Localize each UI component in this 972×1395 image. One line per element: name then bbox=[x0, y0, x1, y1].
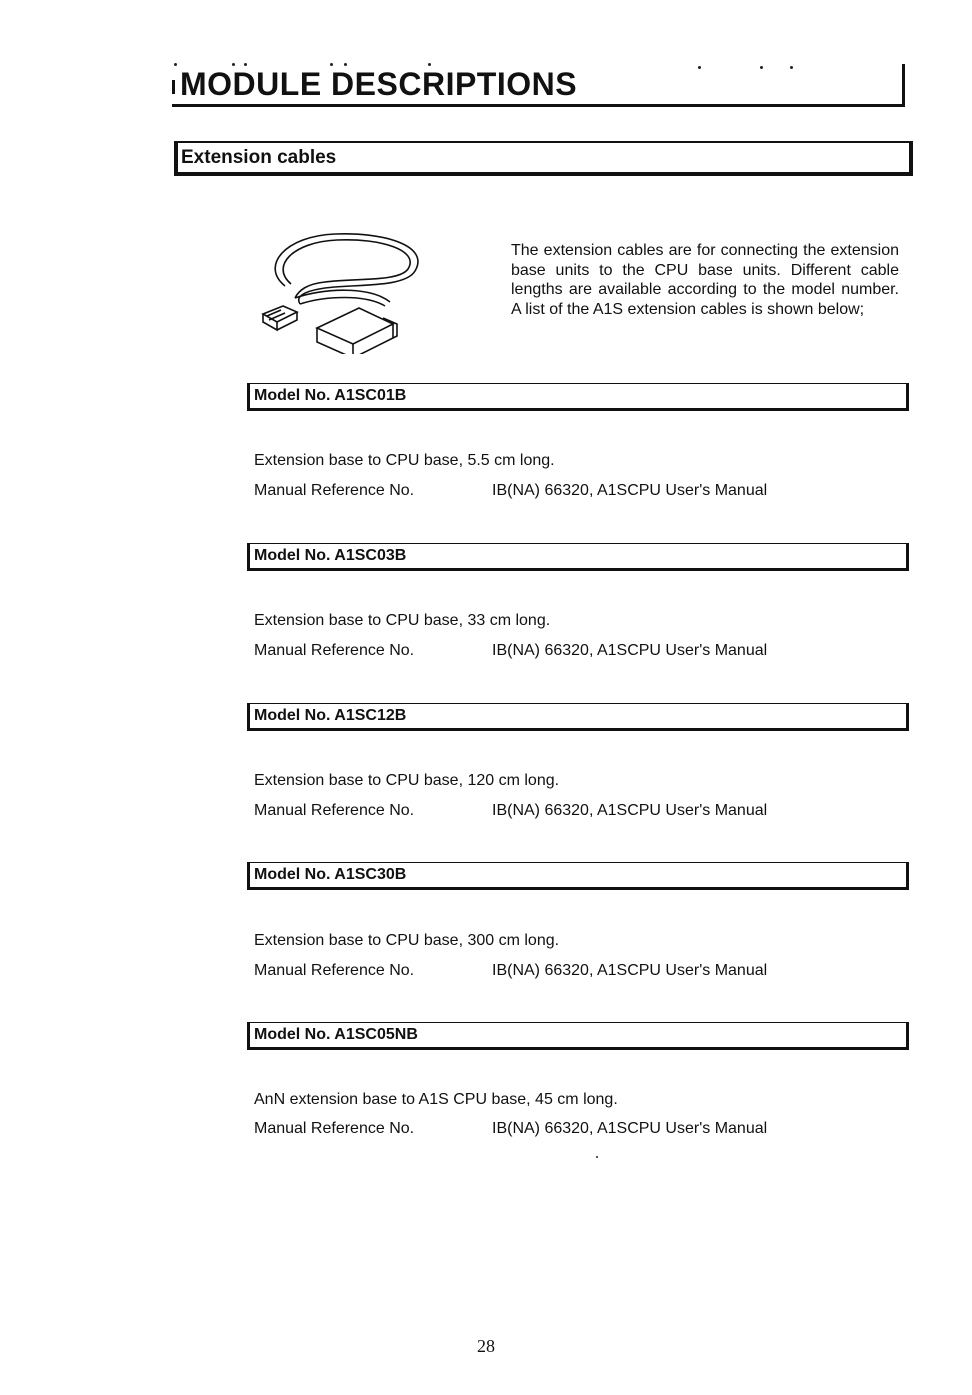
model-header bbox=[247, 543, 909, 571]
model-title: Model No. A1SC01B bbox=[254, 387, 407, 404]
manual-ref-label: Manual Reference No. bbox=[254, 802, 415, 819]
model-header bbox=[247, 1022, 909, 1050]
intro-paragraph: The extension cables are for connecting the extension base units to the CPU base units. Different cable lengths are available according to the model number. A list of the A1S extension cables is shown below; bbox=[511, 242, 899, 318]
model-description: Extension base to CPU base, 300 cm long. bbox=[254, 932, 560, 949]
page-title: MODULE DESCRIPTIONS bbox=[180, 66, 578, 102]
scan-speck bbox=[596, 1156, 598, 1158]
page-number: 28 bbox=[477, 1336, 495, 1356]
model-title: Model No. A1SC30B bbox=[254, 866, 407, 883]
model-title: Model No. A1SC12B bbox=[254, 707, 407, 724]
manual-ref-value: IB(NA) 66320, A1SCPU User's Manual bbox=[492, 802, 768, 819]
scan-speck bbox=[790, 66, 793, 69]
model-header bbox=[247, 862, 909, 890]
model-header bbox=[247, 703, 909, 731]
model-description: Extension base to CPU base, 33 cm long. bbox=[254, 612, 551, 629]
manual-ref-value: IB(NA) 66320, A1SCPU User's Manual bbox=[492, 962, 768, 979]
manual-ref-label: Manual Reference No. bbox=[254, 482, 415, 499]
model-header bbox=[247, 383, 909, 411]
manual-ref-value: IB(NA) 66320, A1SCPU User's Manual bbox=[492, 642, 768, 659]
model-title: Model No. A1SC03B bbox=[254, 547, 407, 564]
section-title: Extension cables bbox=[181, 147, 337, 168]
title-left-mark bbox=[172, 80, 175, 94]
scan-speck bbox=[760, 66, 763, 69]
scan-speck bbox=[698, 66, 701, 69]
section-header bbox=[174, 141, 913, 176]
scan-speck bbox=[174, 63, 177, 66]
title-underline bbox=[172, 104, 904, 107]
manual-ref-label: Manual Reference No. bbox=[254, 1120, 415, 1137]
model-description: AnN extension base to A1S CPU base, 45 cm long. bbox=[254, 1091, 618, 1108]
title-right-tick bbox=[902, 64, 905, 107]
extension-cable-illustration bbox=[255, 226, 435, 354]
manual-ref-value: IB(NA) 66320, A1SCPU User's Manual bbox=[492, 482, 768, 499]
manual-ref-label: Manual Reference No. bbox=[254, 642, 415, 659]
model-title: Model No. A1SC05NB bbox=[254, 1026, 418, 1043]
manual-ref-value: IB(NA) 66320, A1SCPU User's Manual bbox=[492, 1120, 768, 1137]
model-description: Extension base to CPU base, 120 cm long. bbox=[254, 772, 560, 789]
model-description: Extension base to CPU base, 5.5 cm long. bbox=[254, 452, 555, 469]
manual-ref-label: Manual Reference No. bbox=[254, 962, 415, 979]
